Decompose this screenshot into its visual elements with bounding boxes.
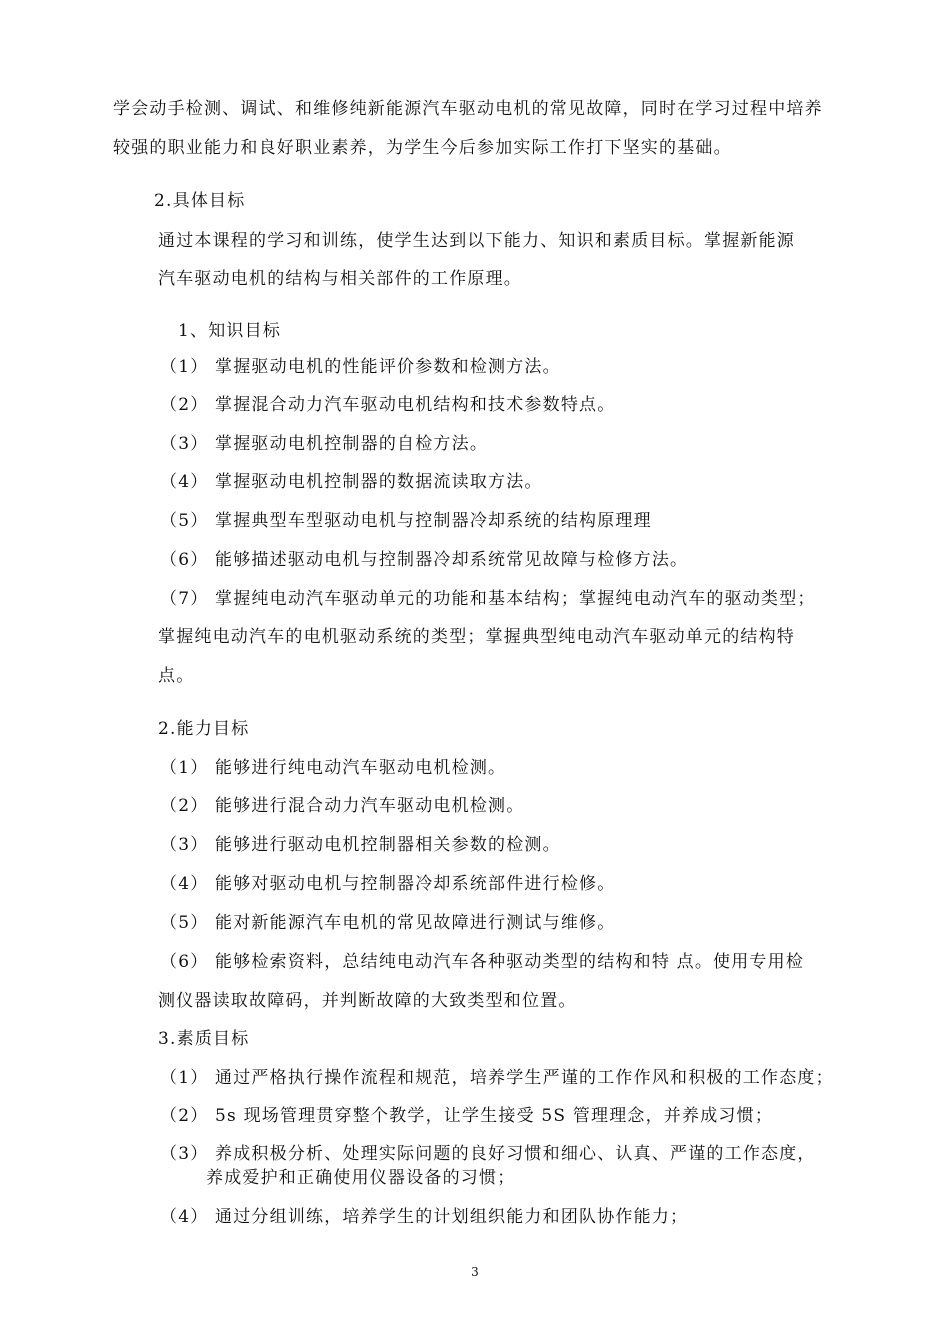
specific-line-2: 汽车驱动电机的结构与相关部件的工作原理。 xyxy=(158,269,522,289)
knowledge-item: （5） 掌握典型车型驱动电机与控制器冷却系统的结构原理理 xyxy=(160,511,652,531)
knowledge-item: （7） 掌握纯电动汽车驱动单元的功能和基本结构；掌握纯电动汽车的驱动类型； xyxy=(160,589,816,609)
section-heading-quality: 3.素质目标 xyxy=(158,1029,250,1049)
ability-item-continuation: 测仪器读取故障码，并判断故障的大致类型和位置。 xyxy=(158,991,577,1011)
quality-item: （4） 通过分组训练，培养学生的计划组织能力和团队协作能力； xyxy=(160,1207,689,1227)
subheading-knowledge: 1、知识目标 xyxy=(178,321,282,341)
quality-item: （3） 养成积极分析、处理实际问题的良好习惯和细心、认真、严谨的工作态度， xyxy=(160,1144,816,1164)
ability-item: （2） 能够进行混合动力汽车驱动电机检测。 xyxy=(160,796,525,816)
knowledge-item: （6） 能够描述驱动电机与控制器冷却系统常见故障与检修方法。 xyxy=(160,550,689,570)
quality-item: （1） 通过严格执行操作流程和规范，培养学生严谨的工作作风和积极的工作态度； xyxy=(160,1068,834,1088)
knowledge-item-continuation: 掌握纯电动汽车的电机驱动系统的类型；掌握典型纯电动汽车驱动单元的结构特 xyxy=(158,627,795,647)
ability-item: （5） 能对新能源汽车电机的常见故障进行测试与维修。 xyxy=(160,913,616,933)
quality-item: （2） 5s 现场管理贯穿整个教学，让学生接受 5S 管理理念，并养成习惯； xyxy=(160,1106,774,1126)
knowledge-item-continuation: 点。 xyxy=(158,666,195,686)
quality-item-continuation: 养成爱护和正确使用仪器设备的习惯； xyxy=(206,1168,516,1188)
intro-line-1: 学会动手检测、调试、和维修纯新能源汽车驱动电机的常见故障，同时在学习过程中培养 xyxy=(113,99,823,119)
page-number: 3 xyxy=(471,1265,479,1279)
intro-line-2: 较强的职业能力和良好职业素养，为学生今后参加实际工作打下坚实的基础。 xyxy=(113,138,732,158)
ability-item: （1） 能够进行纯电动汽车驱动电机检测。 xyxy=(160,758,507,778)
knowledge-item: （1） 掌握驱动电机的性能评价参数和检测方法。 xyxy=(160,357,561,377)
knowledge-item: （4） 掌握驱动电机控制器的数据流读取方法。 xyxy=(160,472,543,492)
ability-item: （6） 能够检索资料，总结纯电动汽车各种驱动类型的结构和特 点。使用专用检 xyxy=(160,952,805,972)
section-heading-specific: 2.具体目标 xyxy=(154,191,246,211)
ability-item: （4） 能够对驱动电机与控制器冷却系统部件进行检修。 xyxy=(160,874,616,894)
knowledge-item: （3） 掌握驱动电机控制器的自检方法。 xyxy=(160,434,489,454)
section-heading-ability: 2.能力目标 xyxy=(158,719,250,739)
knowledge-item: （2） 掌握混合动力汽车驱动电机结构和技术参数特点。 xyxy=(160,395,616,415)
specific-line-1: 通过本课程的学习和训练，使学生达到以下能力、知识和素质目标。掌握新能源 xyxy=(158,231,795,251)
ability-item: （3） 能够进行驱动电机控制器相关参数的检测。 xyxy=(160,835,561,855)
